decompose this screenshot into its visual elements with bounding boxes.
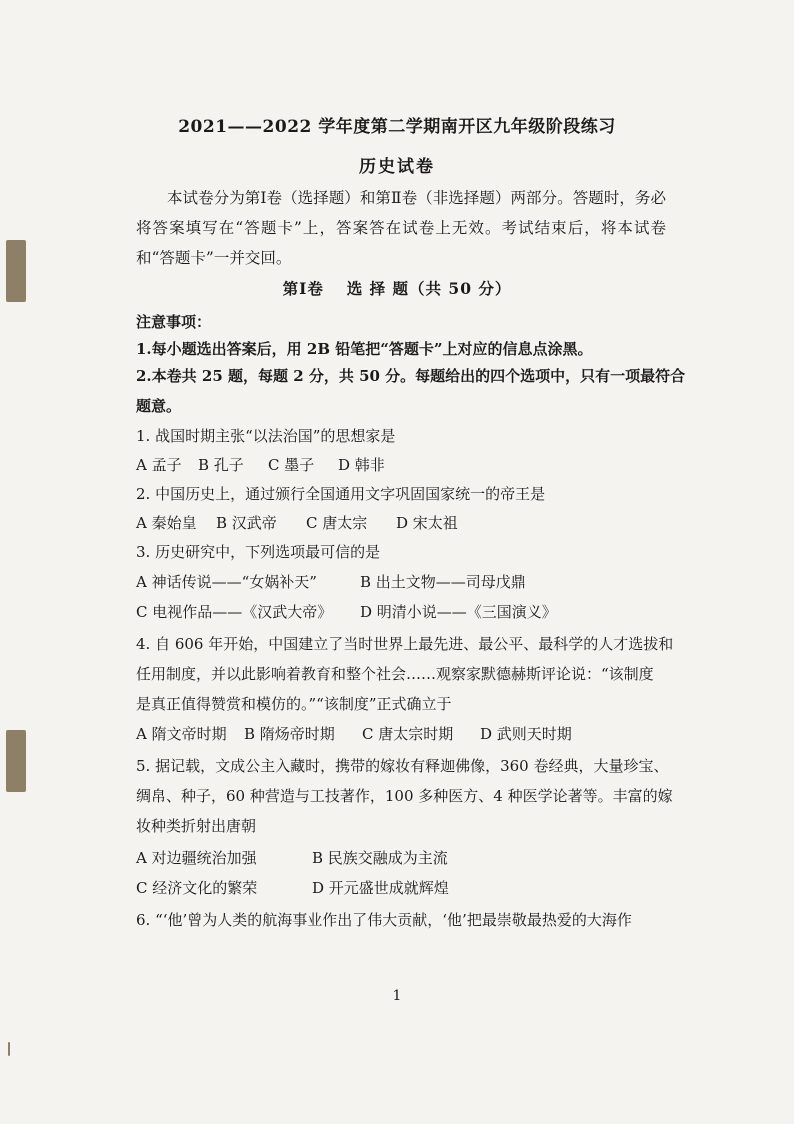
- question-1-options: [136, 455, 385, 475]
- exam-subtitle: 历史试卷: [359, 157, 435, 177]
- q2-option-b: B 汉武帝: [216, 514, 277, 532]
- notes-title: 注意事项：: [136, 313, 212, 331]
- q2-option-a: A 秦始皇: [136, 514, 197, 532]
- question-4-stem-line-2: 任用制度，并以此影响着教育和整个社会……观察家默德赫斯评论说：“该制度: [136, 665, 654, 683]
- q5-option-b: B 民族交融成为主流: [312, 849, 448, 867]
- q4-option-d: D 武则天时期: [480, 725, 572, 743]
- q5-option-d: D 开元盛世成就辉煌: [312, 879, 449, 897]
- question-5-stem-line-1: 5. 据记载，文成公主入藏时，携带的嫁妆有释迦佛像，360 卷经典，大量珍宝、: [136, 757, 669, 775]
- exam-title: 2021——2022 学年度第二学期南开区九年级阶段练习: [178, 117, 616, 137]
- question-3-options-row-1: [136, 572, 526, 592]
- q5-option-c: C 经济文化的繁荣: [136, 879, 258, 897]
- question-2-stem: 2. 中国历史上，通过颁行全国通用文字巩固国家统一的帝王是: [136, 485, 546, 503]
- question-4-options: [136, 724, 572, 744]
- question-5-stem-line-2: 绸帛、种子，60 种营造与工技著作，100 多种医方、4 种医学论著等。丰富的嫁: [136, 787, 673, 805]
- question-3-stem: 3. 历史研究中，下列选项最可信的是: [136, 543, 381, 561]
- q3-option-d: D 明清小说——《三国演义》: [360, 603, 557, 621]
- question-5-options-row-2: [136, 878, 449, 898]
- question-1-stem: 1. 战国时期主张“以法治国”的思想家是: [136, 427, 396, 445]
- q3-option-a: A 神话传说——“女娲补天”: [136, 573, 317, 591]
- question-4-stem-line-3: 是真正值得赞赏和模仿的。”“该制度”正式确立于: [136, 695, 452, 713]
- q3-option-b: B 出土文物——司母戊鼎: [360, 573, 526, 591]
- note-2-line-1: 2.本卷共 25 题，每题 2 分，共 50 分。每题给出的四个选项中，只有一项最符合: [136, 367, 686, 385]
- q5-option-a: A 对边疆统治加强: [136, 849, 257, 867]
- q1-option-c: C 墨子: [268, 456, 315, 474]
- note-1: 1.每小题选出答案后，用 2B 铅笔把“答题卡”上对应的信息点涂黑。: [136, 340, 593, 358]
- section-heading: 第Ⅰ卷 选 择 题（共 50 分）: [282, 279, 512, 298]
- q1-option-a: A 孟子: [136, 456, 182, 474]
- question-6-stem-line-1: 6. “‘他’曾为人类的航海事业作出了伟大贡献，‘他’把最崇敬最热爱的大海作: [136, 911, 632, 929]
- q4-option-c: C 唐太宗时期: [362, 725, 454, 743]
- question-3-options-row-2: [136, 602, 557, 622]
- q4-option-b: B 隋炀帝时期: [244, 725, 335, 743]
- scan-binding-mark-bottom: [8, 1042, 10, 1056]
- q1-option-b: B 孔子: [198, 456, 244, 474]
- q1-option-d: D 韩非: [338, 456, 385, 474]
- page-number: 1: [392, 988, 402, 1004]
- q4-option-a: A 隋文帝时期: [136, 725, 227, 743]
- note-2-line-2: 题意。: [136, 397, 182, 415]
- q3-option-c: C 电视作品——《汉武大帝》: [136, 603, 333, 621]
- q2-option-c: C 唐太宗: [306, 514, 368, 532]
- question-4-stem-line-1: 4. 自 606 年开始，中国建立了当时世界上最先进、最公平、最科学的人才选拔和: [136, 635, 674, 653]
- question-2-options: [136, 513, 458, 533]
- scan-binding-mark-middle: [6, 730, 26, 792]
- q2-option-d: D 宋太祖: [396, 514, 458, 532]
- exam-instructions: 本试卷分为第Ⅰ卷（选择题）和第Ⅱ卷（非选择题）两部分。答题时，务必将答案填写在“答题卡”上，答案答在试卷上无效。考试结束后，将本试卷和“答题卡”一并交回。: [136, 189, 666, 267]
- question-5-stem-line-3: 妆种类折射出唐朝: [136, 817, 257, 835]
- question-5-options-row-1: [136, 848, 448, 868]
